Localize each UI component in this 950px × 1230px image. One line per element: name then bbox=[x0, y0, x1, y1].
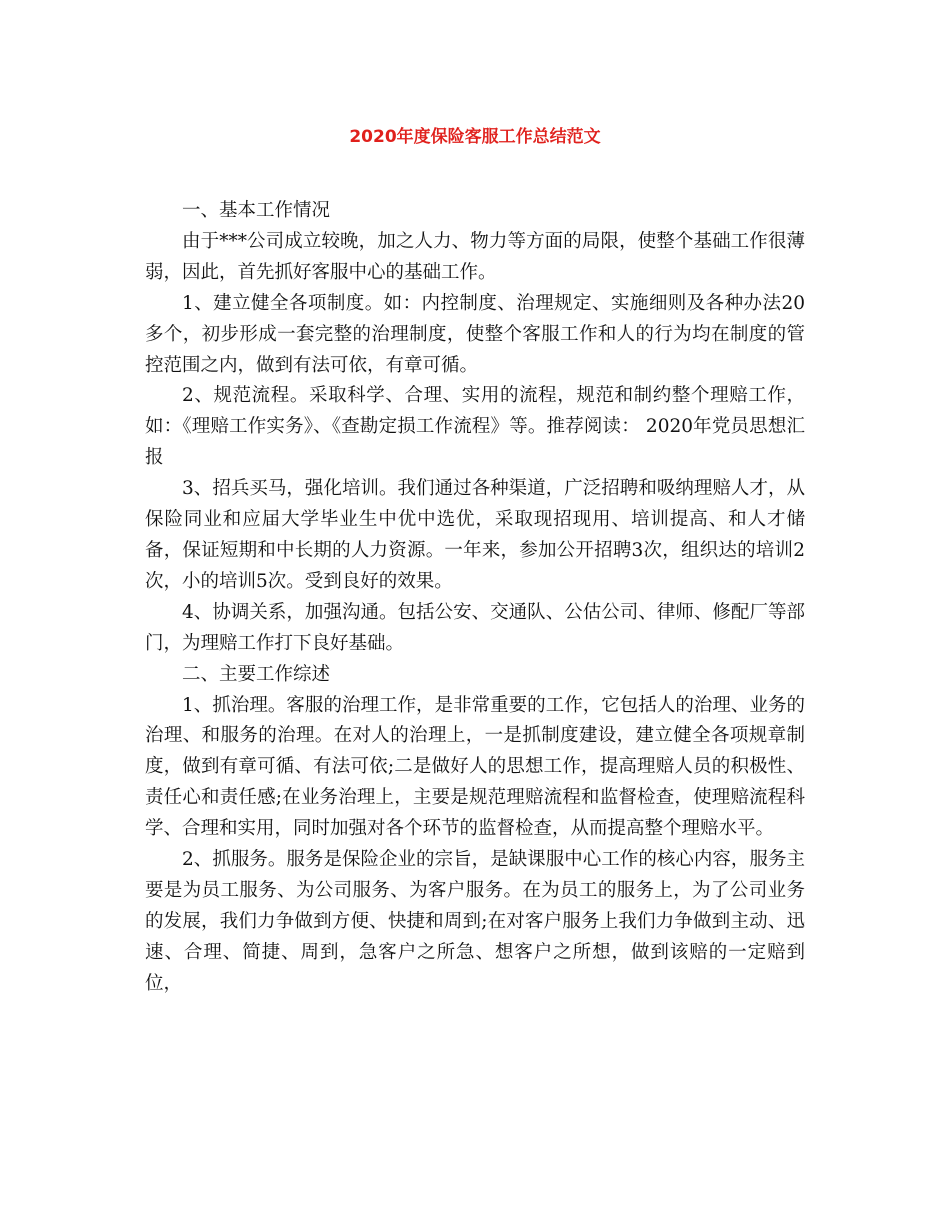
paragraph-item-2: 2、规范流程。采取科学、合理、实用的流程，规范和制约整个理赔工作，如：《理赔工作实务》、《查勘定损工作流程》等。推荐阅读： 2020年党员思想汇报 bbox=[145, 385, 805, 469]
paragraph-item-4: 4、协调关系，加强沟通。包括公安、交通队、公估公司、律师、修配厂等部门，为理赔工作打下良好基础。 bbox=[145, 601, 805, 654]
document-body bbox=[145, 196, 805, 1000]
paragraph-item-1: 1、建立健全各项制度。如：内控制度、治理规定、实施细则及各种办法20多个，初步形成一套完整的治理制度，使整个客服工作和人的行为均在制度的管控范围之内，做到有法可依，有章可循。 bbox=[145, 292, 805, 376]
paragraph-intro: 由于***公司成立较晚，加之人力、物力等方面的局限，使整个基础工作很薄弱，因此，首先抓好客服中心的基础工作。 bbox=[145, 230, 805, 283]
paragraph-management: 1、抓治理。客服的治理工作，是非常重要的工作，它包括人的治理、业务的治理、和服务的治理。在对人的治理上，一是抓制度建设，建立健全各项规章制度，做到有章可循、有法可依;二是做好人的思想工作，提高理赔人员的积极性、责任心和责任感;在业务治理上，主要是规范理赔流程和监督检查，使理赔流程科学、合理和实用，同时加强对各个环节的监督检查，从而提高整个理赔水平。 bbox=[145, 694, 805, 840]
section-heading-basic-work: 一、基本工作情况 bbox=[182, 200, 331, 221]
paragraph-item-3: 3、招兵买马，强化培训。我们通过各种渠道，广泛招聘和吸纳理赔人才，从保险同业和应届大学毕业生中优中选优，采取现招现用、培训提高、和人才储备，保证短期和中长期的人力资源。一年来，参加公开招聘3次，组织达的培训2次，小的培训5次。受到良好的效果。 bbox=[145, 478, 805, 592]
paragraph-service: 2、抓服务。服务是保险企业的宗旨，是缺课服中心工作的核心内容，服务主要是为员工服务、为公司服务、为客户服务。在为员工的服务上，为了公司业务的发展，我们力争做到方便、快捷和周到;在对客户服务上我们力争做到主动、迅速、合理、简捷、周到，急客户之所急、想客户之所想，做到该赔的一定赔到位， bbox=[145, 849, 805, 994]
section-heading-main-work: 二、主要工作综述 bbox=[182, 663, 331, 685]
document-title: 2020年度保险客服工作总结范文 bbox=[349, 127, 601, 147]
